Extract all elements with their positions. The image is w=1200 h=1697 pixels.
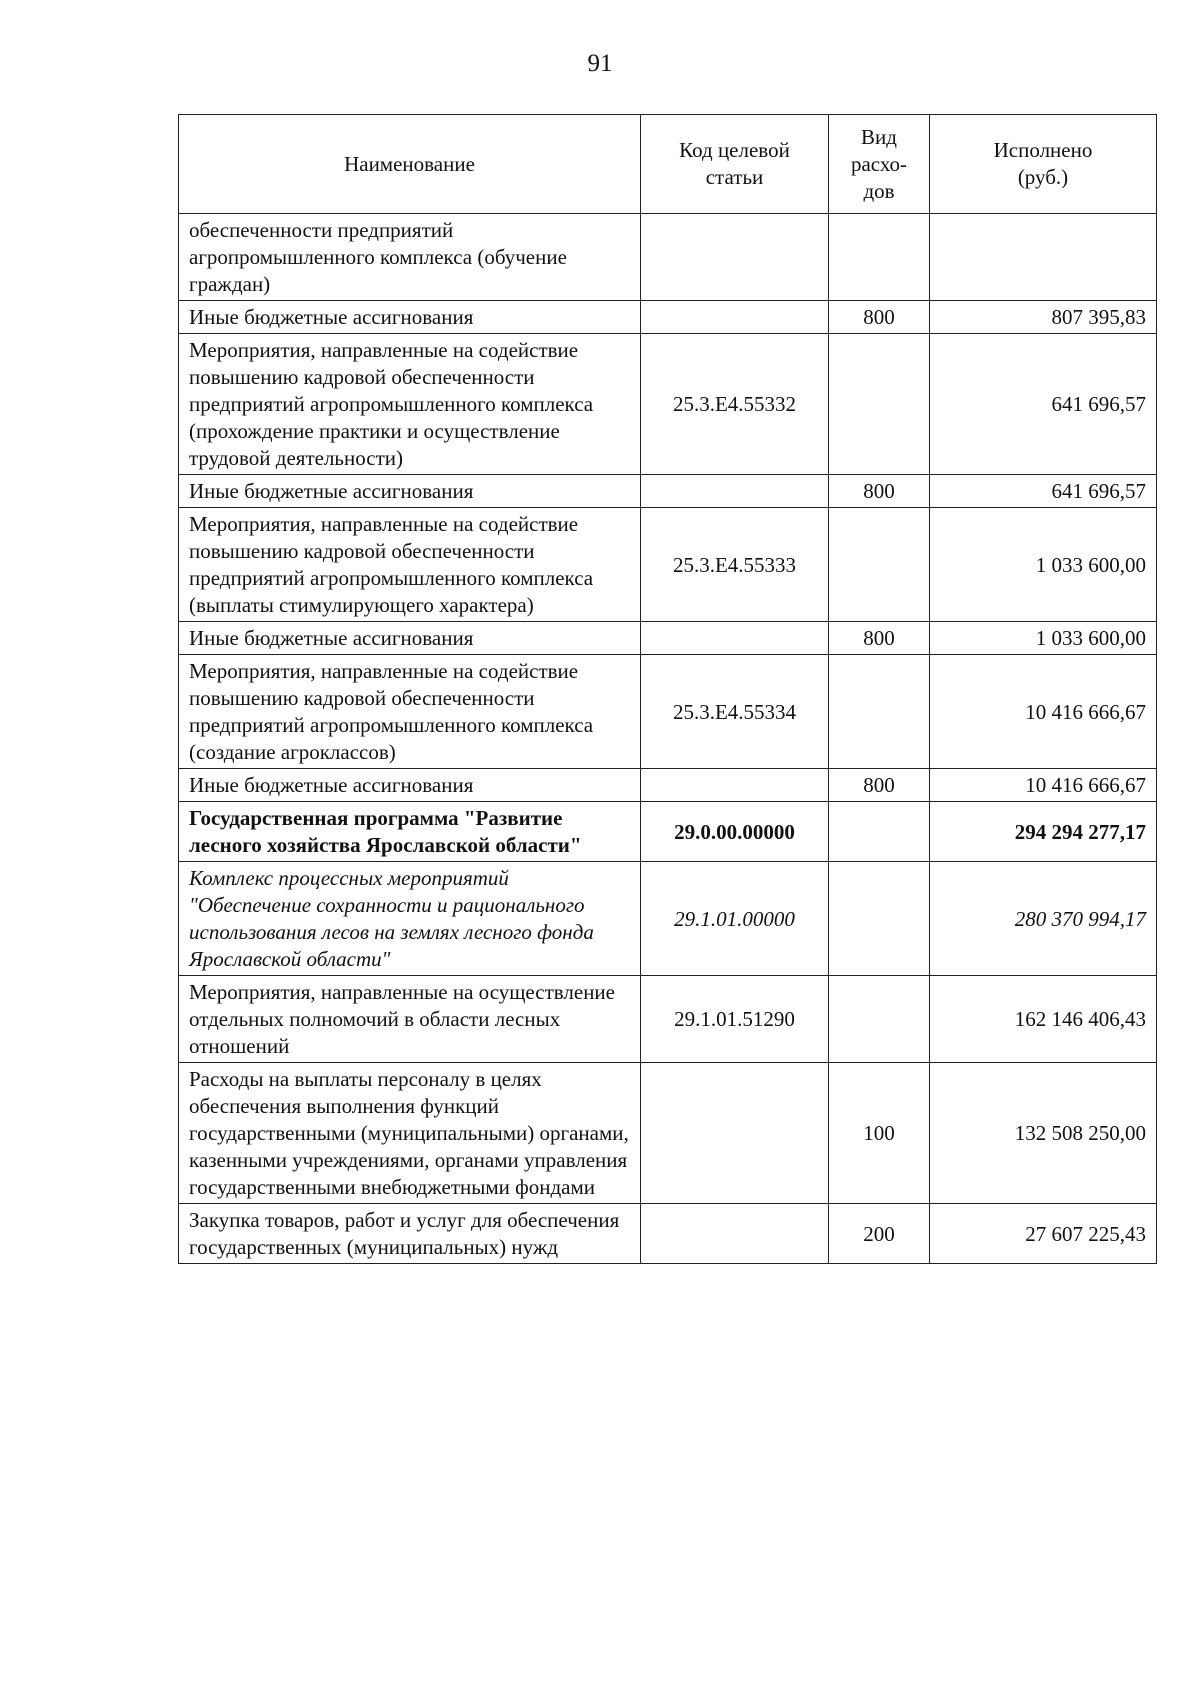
cell-code — [641, 1204, 829, 1264]
cell-amount: 27 607 225,43 — [930, 1204, 1157, 1264]
cell-type: 800 — [829, 475, 930, 508]
cell-code: 25.3.Е4.55332 — [641, 334, 829, 475]
header-type-label: Вид расхо-дов — [850, 124, 908, 203]
budget-table — [178, 114, 1157, 1264]
cell-amount — [930, 214, 1157, 301]
cell-code: 25.3.Е4.55333 — [641, 508, 829, 622]
cell-name: Иные бюджетные ассигнования — [179, 475, 641, 508]
cell-type — [829, 976, 930, 1063]
header-name: Наименование — [179, 115, 641, 214]
cell-amount: 294 294 277,17 — [930, 802, 1157, 862]
table-row — [179, 475, 1157, 508]
cell-amount: 807 395,83 — [930, 301, 1157, 334]
cell-name: Государственная программа "Развитие лесного хозяйства Ярославской области" — [179, 802, 641, 862]
header-amount-label: Исполнено (руб.) — [993, 138, 1093, 189]
table-row — [179, 508, 1157, 622]
header-type — [829, 115, 930, 214]
cell-amount: 10 416 666,67 — [930, 655, 1157, 769]
cell-code — [641, 622, 829, 655]
cell-name: Мероприятия, направленные на содействие повышению кадровой обеспеченности предприятий агропромышленного комплекса (прохождение практики и осуществление трудовой деятельности) — [179, 334, 641, 475]
cell-amount: 132 508 250,00 — [930, 1063, 1157, 1204]
cell-type: 800 — [829, 622, 930, 655]
cell-name: Мероприятия, направленные на содействие повышению кадровой обеспеченности предприятий агропромышленного комплекса (выплаты стимулирующего характера) — [179, 508, 641, 622]
page-number: 91 — [587, 50, 613, 77]
table-header — [179, 115, 1157, 214]
table-row — [179, 1063, 1157, 1204]
cell-type: 800 — [829, 301, 930, 334]
cell-name: Мероприятия, направленные на содействие повышению кадровой обеспеченности предприятий агропромышленного комплекса (создание агроклассов) — [179, 655, 641, 769]
table-row — [179, 802, 1157, 862]
cell-amount: 10 416 666,67 — [930, 769, 1157, 802]
cell-amount: 641 696,57 — [930, 475, 1157, 508]
cell-type — [829, 334, 930, 475]
cell-name: Иные бюджетные ассигнования — [179, 622, 641, 655]
cell-name: обеспеченности предприятий агропромышленного комплекса (обучение граждан) — [179, 214, 641, 301]
header-code-label: Код целевой статьи — [679, 138, 790, 189]
cell-amount: 641 696,57 — [930, 334, 1157, 475]
table-row — [179, 622, 1157, 655]
cell-type — [829, 862, 930, 976]
cell-code — [641, 1063, 829, 1204]
cell-amount: 162 146 406,43 — [930, 976, 1157, 1063]
cell-code: 29.0.00.00000 — [641, 802, 829, 862]
table-body — [179, 214, 1157, 1264]
cell-type: 100 — [829, 1063, 930, 1204]
cell-code — [641, 475, 829, 508]
table-row — [179, 334, 1157, 475]
cell-code — [641, 769, 829, 802]
table-row — [179, 976, 1157, 1063]
cell-name: Мероприятия, направленные на осуществление отдельных полномочий в области лесных отношений — [179, 976, 641, 1063]
table-row — [179, 862, 1157, 976]
cell-code — [641, 301, 829, 334]
cell-code: 25.3.Е4.55334 — [641, 655, 829, 769]
cell-type — [829, 655, 930, 769]
table-row — [179, 214, 1157, 301]
table-row — [179, 301, 1157, 334]
cell-name: Иные бюджетные ассигнования — [179, 301, 641, 334]
cell-type — [829, 508, 930, 622]
header-amount — [930, 115, 1157, 214]
cell-amount: 280 370 994,17 — [930, 862, 1157, 976]
cell-name: Расходы на выплаты персоналу в целях обеспечения выполнения функций государственными (муниципальными) органами, казенными учреждениями, органами управления государственными внебюджетными фондами — [179, 1063, 641, 1204]
table-row — [179, 1204, 1157, 1264]
table-row — [179, 655, 1157, 769]
cell-type — [829, 214, 930, 301]
cell-type — [829, 802, 930, 862]
cell-name: Закупка товаров, работ и услуг для обеспечения государственных (муниципальных) нужд — [179, 1204, 641, 1264]
table-row — [179, 769, 1157, 802]
header-row — [179, 115, 1157, 214]
cell-amount: 1 033 600,00 — [930, 622, 1157, 655]
cell-type: 200 — [829, 1204, 930, 1264]
cell-name: Иные бюджетные ассигнования — [179, 769, 641, 802]
cell-code: 29.1.01.51290 — [641, 976, 829, 1063]
cell-amount: 1 033 600,00 — [930, 508, 1157, 622]
cell-name: Комплекс процессных мероприятий "Обеспечение сохранности и рационального использования лесов на землях лесного фонда Ярославской области" — [179, 862, 641, 976]
cell-type: 800 — [829, 769, 930, 802]
cell-code: 29.1.01.00000 — [641, 862, 829, 976]
cell-code — [641, 214, 829, 301]
header-code — [641, 115, 829, 214]
